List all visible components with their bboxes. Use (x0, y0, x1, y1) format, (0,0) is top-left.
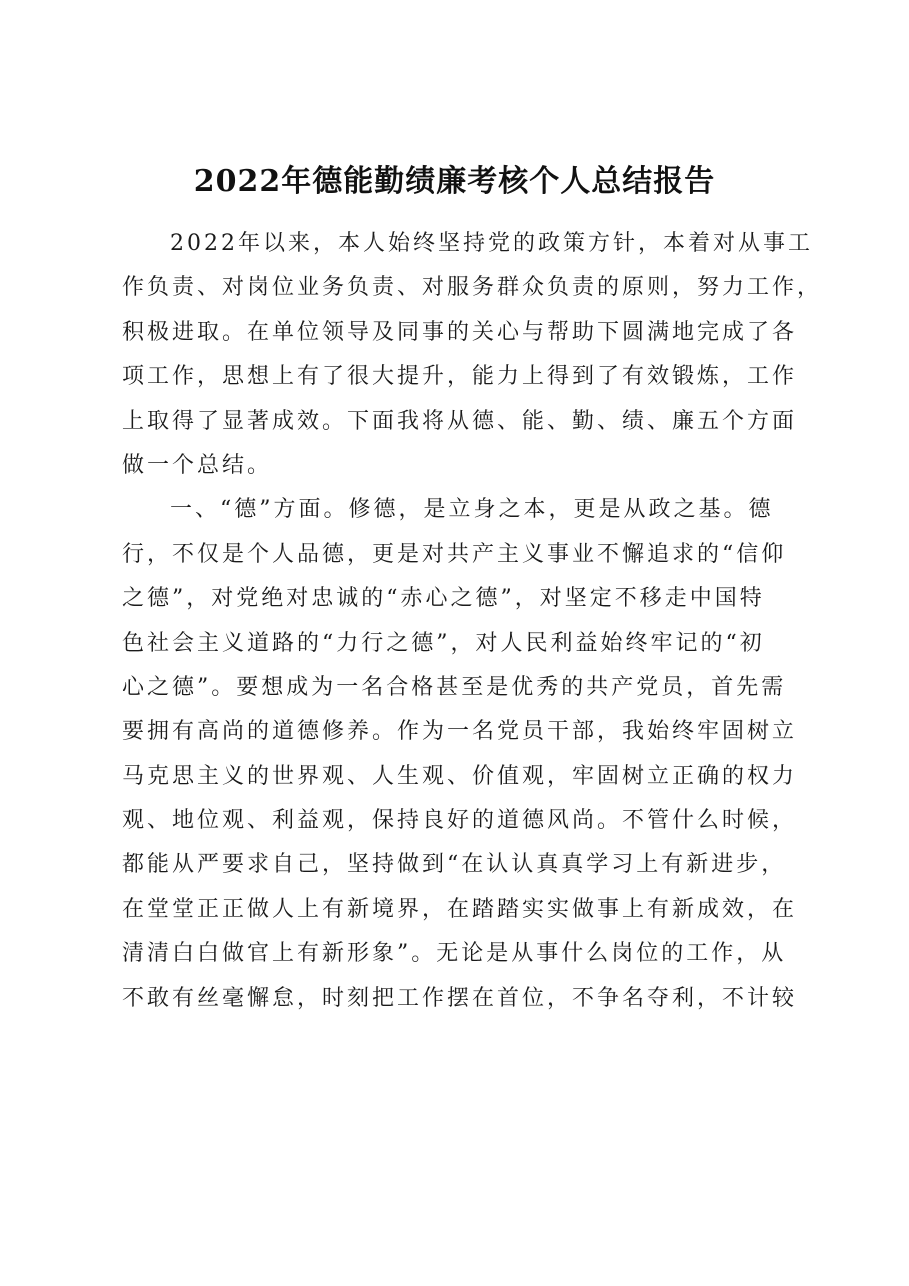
paragraph-line: 都能从严要求自己，坚持做到“在认认真真学习上有新进步， (122, 852, 787, 878)
paragraph-de-section (122, 488, 812, 1021)
document-title: 2022年德能勤绩廉考核个人总结报告 (193, 164, 716, 199)
paragraph-line: 不敢有丝毫懈怠，时刻把工作摆在首位，不争名夺利，不计较 (122, 985, 798, 1011)
paragraph-line: 之德”，对党绝对忠诚的“赤心之德”，对坚定不移走中国特 (122, 586, 765, 612)
paragraph-line: 在堂堂正正做人上有新境界，在踏踏实实做事上有新成效，在 (122, 896, 798, 922)
paragraph-line: 积极进取。在单位领导及同事的关心与帮助下圆满地完成了各 (122, 319, 798, 345)
paragraph-line: 上取得了显著成效。下面我将从德、能、勤、绩、廉五个方面 (122, 408, 798, 434)
paragraph-line: 做一个总结。 (122, 452, 273, 478)
paragraph-line: 观、地位观、利益观，保持良好的道德风尚。不管什么时候， (122, 808, 798, 834)
paragraph-line: 项工作，思想上有了很大提升，能力上得到了有效锻炼，工作 (122, 364, 798, 390)
paragraph-line: 要拥有高尚的道德修养。作为一名党员干部，我始终牢固树立 (122, 719, 798, 745)
paragraph-line: 心之德”。要想成为一名合格甚至是优秀的共产党员，首先需 (122, 674, 787, 700)
paragraph-line: 2022年以来，本人始终坚持党的政策方针，本着对从事工 (170, 231, 813, 256)
paragraph-line: 马克思主义的世界观、人生观、价值观，牢固树立正确的权力 (122, 763, 798, 789)
paragraph-intro (122, 222, 823, 488)
paragraph-line: 清清白白做官上有新形象”。无论是从事什么岗位的工作，从 (122, 941, 787, 967)
paragraph-line: 一、“德”方面。修德，是立身之本，更是从政之基。德 (170, 497, 774, 523)
document-body (122, 222, 823, 1021)
paragraph-line: 作负责、对岗位业务负责、对服务群众负责的原则，努力工作， (122, 275, 823, 301)
paragraph-line: 行，不仅是个人品德，更是对共产主义事业不懈追求的“信仰 (122, 541, 787, 567)
paragraph-line: 色社会主义道路的“力行之德”，对人民利益始终牢记的“初 (122, 630, 765, 656)
